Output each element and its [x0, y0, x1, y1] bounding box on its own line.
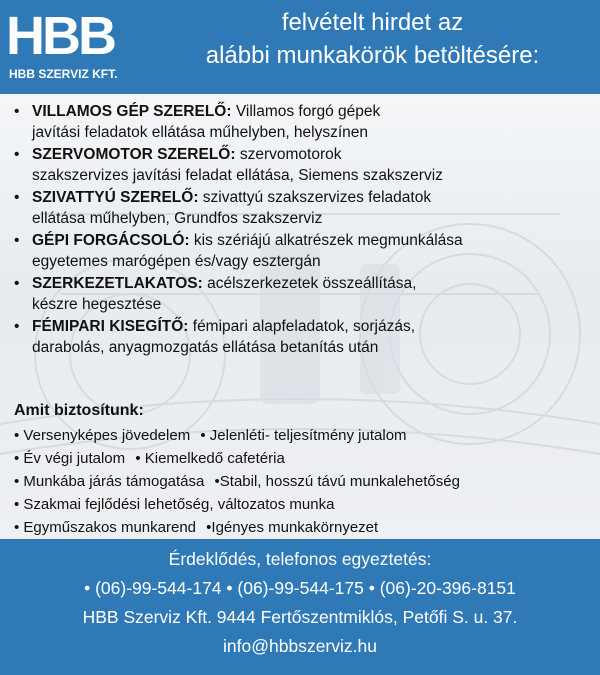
job-desc: fémipari alapfeladatok, sorjázás, [188, 318, 416, 335]
job-desc-cont: darabolás, anyagmozgatás ellátása betanítás után [32, 339, 379, 356]
logo-letters: HBB [6, 6, 114, 66]
header-banner [0, 0, 600, 94]
job-title: FÉMIPARI KISEGÍTŐ: [32, 318, 189, 335]
job-item [12, 273, 596, 315]
job-desc-cont: ellátása műhelyben, Grundfos szakszerviz [32, 210, 323, 227]
benefit-row [14, 493, 594, 516]
job-item [12, 230, 596, 272]
bullet: • [14, 232, 20, 249]
bullet: • [14, 103, 20, 120]
phone-numbers[interactable]: • (06)-99-544-174 • (06)-99-544-175 • (06)-20-396-8151 [84, 578, 516, 598]
job-desc-cont: javítási feladatok ellátása műhelyben, helyszínen [32, 124, 369, 141]
contact-email[interactable]: info@hbbszerviz.hu [223, 636, 377, 656]
job-desc: acélszerkezetek összeállítása, [202, 275, 417, 292]
job-desc: szivattyú szakszervizes feladatok [198, 189, 432, 206]
benefit-item: • Jelenléti- teljesítmény jutalom [200, 427, 407, 444]
job-title: GÉPI FORGÁCSOLÓ: [32, 232, 190, 249]
job-item [12, 187, 596, 229]
benefit-row [14, 447, 594, 470]
benefit-item: • Kiemelkedő cafetéria [135, 450, 285, 467]
contact-intro: Érdeklődés, telefonos egyeztetés: [168, 549, 432, 569]
company-logo [6, 6, 138, 84]
job-list [12, 101, 596, 359]
benefit-row [14, 516, 594, 539]
benefit-row [14, 424, 594, 447]
job-item [12, 144, 596, 186]
job-desc-cont: egyetemes marógépen és/vagy esztergán [32, 253, 321, 270]
job-title: SZIVATTYÚ SZERELŐ: [32, 189, 199, 206]
headline-line-1: felvételt hirdet az [281, 9, 464, 36]
benefit-item: •Stabil, hosszú távú munkalehetőség [214, 473, 460, 490]
logo-subtitle: HBB SZERVIZ KFT. [9, 67, 118, 81]
company-address: HBB Szerviz Kft. 9444 Fertőszentmiklós, Petőfi S. u. 37. [82, 607, 518, 627]
job-item [12, 316, 596, 358]
job-desc-cont: készre hegesztése [32, 296, 162, 313]
job-desc: szervomotorok [235, 146, 342, 163]
headline [150, 6, 595, 72]
job-desc: kis szériájú alkatrészek megmunkálása [189, 232, 463, 249]
job-title: SZERKEZETLAKATOS: [32, 275, 203, 292]
bullet: • [14, 275, 20, 292]
job-desc-cont: szakszervizes javítási feladat ellátása, Siemens szakszerviz [32, 167, 443, 184]
benefit-item: • Versenyképes jövedelem [14, 427, 191, 444]
bullet: • [14, 146, 20, 163]
benefit-item: • Egyműszakos munkarend [14, 519, 196, 536]
benefit-item: • Munkába járás támogatása [14, 473, 205, 490]
job-title: VILLAMOS GÉP SZERELŐ: [32, 103, 232, 120]
bullet: • [14, 189, 20, 206]
benefit-item: • Év végi jutalom [14, 450, 126, 467]
job-desc: Villamos forgó gépek [231, 103, 381, 120]
contact-footer [0, 539, 600, 675]
benefit-row [14, 470, 594, 493]
benefits-heading: Amit biztosítunk: [14, 402, 144, 419]
bullet: • [14, 318, 20, 335]
benefit-item: • Szakmai fejlődési lehetőség, változatos munka [14, 496, 335, 513]
benefit-item: •Igényes munkakörnyezet [206, 519, 379, 536]
job-title: SZERVOMOTOR SZERELŐ: [32, 146, 236, 163]
benefits-list [14, 424, 594, 539]
headline-line-2: alábbi munkakörök betöltésére: [205, 42, 540, 69]
job-item [12, 101, 596, 143]
